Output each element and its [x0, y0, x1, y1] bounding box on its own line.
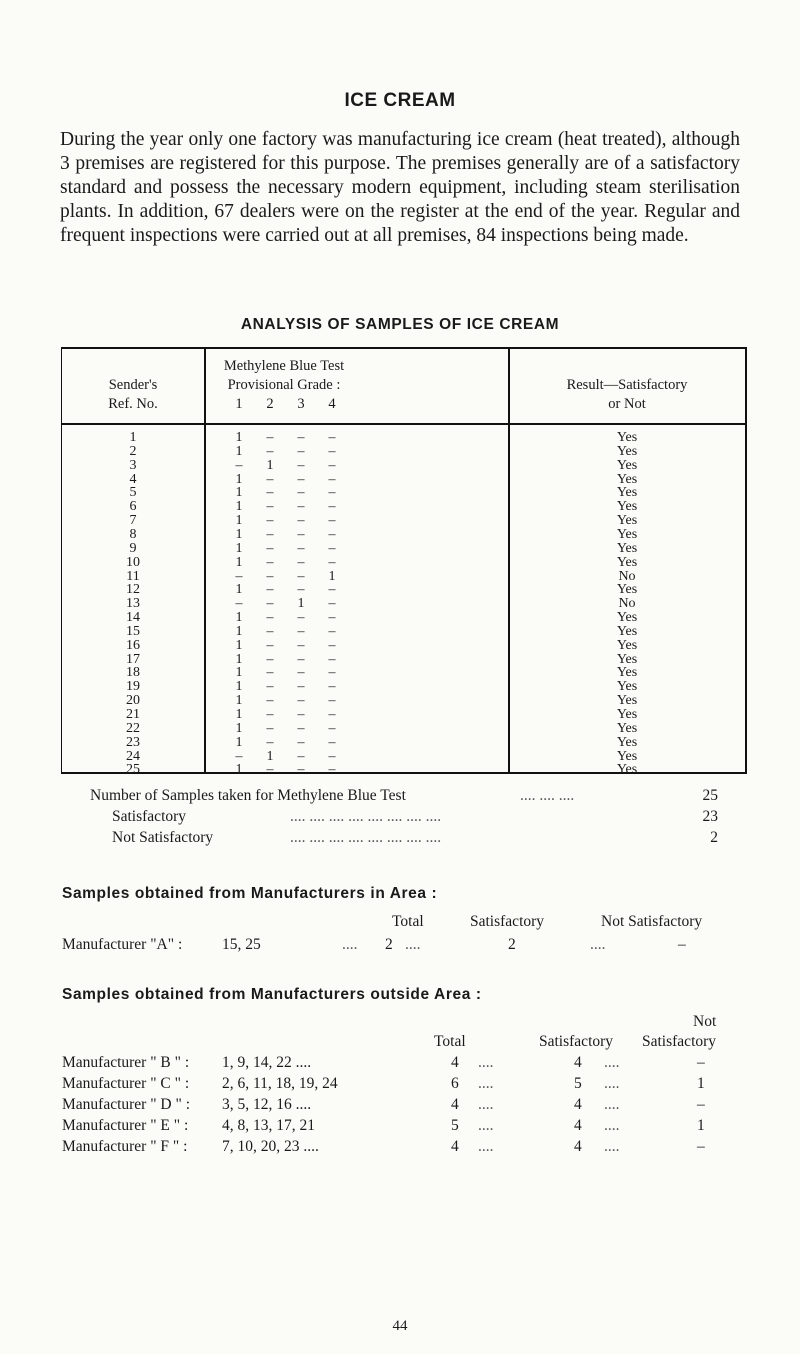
grade-cell-3: –: [297, 568, 305, 584]
grade-cell-1: 1: [235, 443, 243, 459]
header-divider: [62, 423, 745, 425]
summary-label: Number of Samples taken for Methylene Blue Test: [90, 787, 406, 804]
grade-cell-3: –: [297, 665, 305, 681]
grade-cell-3: –: [297, 637, 305, 653]
summary-value: 23: [702, 808, 718, 825]
grade-cell-4: –: [328, 596, 336, 612]
grade-cell-4: –: [328, 513, 336, 529]
header-ref: [62, 376, 204, 414]
result-cell: Yes: [616, 734, 638, 750]
grade-cell-1: 1: [235, 720, 243, 736]
col-total: Total: [434, 1033, 466, 1050]
result-cell: Yes: [616, 582, 638, 598]
grade-cell-4: –: [328, 665, 336, 681]
ref-cell: 4: [129, 471, 137, 487]
ref-cell: 17: [126, 651, 140, 667]
grade-cell-1: 1: [235, 513, 243, 529]
header-test-line1: Methylene Blue Test: [223, 358, 345, 374]
leader-dots: ....: [604, 1138, 620, 1155]
page-number: 44: [392, 1318, 408, 1334]
result-cell: Yes: [616, 457, 638, 473]
total-value: 4: [451, 1138, 459, 1155]
grade-cell-1: 1: [235, 485, 243, 501]
header-result-line1: Result—Satisfactory: [566, 377, 688, 393]
grade-cell-4: –: [328, 707, 336, 722]
grade-cell-2: –: [266, 471, 274, 487]
grade-cell-4: –: [328, 610, 336, 626]
header-grade-3: 3: [297, 396, 305, 412]
result-cell: Yes: [616, 526, 638, 542]
grade-cell-4: –: [328, 499, 336, 515]
ref-cell: 7: [129, 513, 137, 529]
summary-label: Not Satisfactory: [112, 829, 214, 846]
grade-cell-2: –: [266, 679, 274, 695]
ref-cell: 6: [129, 499, 137, 515]
grade-cell-2: –: [266, 637, 274, 653]
grade-cell-2: –: [266, 623, 274, 639]
leader-dots: ....: [478, 1075, 494, 1092]
satisfactory-value: 4: [574, 1138, 582, 1155]
leader-dots: ....: [604, 1054, 620, 1071]
grade-cell-3: –: [297, 679, 305, 695]
sample-numbers: 15, 25: [222, 936, 261, 953]
ref-cell: 10: [126, 554, 140, 570]
total-value: 5: [451, 1117, 459, 1134]
grade-cell-4: –: [328, 762, 336, 778]
result-cell: No: [618, 596, 636, 612]
sample-numbers: 4, 8, 13, 17, 21: [222, 1117, 315, 1134]
grade-cell-4: –: [328, 430, 336, 445]
total-value: 4: [451, 1054, 459, 1071]
grade-cell-3: –: [297, 430, 305, 445]
satisfactory-value: 2: [508, 936, 516, 953]
not-satisfactory-value: 1: [697, 1075, 705, 1092]
grade-cell-3: –: [297, 513, 305, 529]
grade-cell-3: –: [297, 526, 305, 542]
result-cell: Yes: [616, 430, 638, 445]
result-cell: Yes: [616, 679, 638, 695]
grade-cell-1: 1: [235, 679, 243, 695]
sample-numbers: 7, 10, 20, 23 ....: [222, 1138, 319, 1155]
grade-cell-3: –: [297, 443, 305, 459]
not-satisfactory-value: –: [697, 1096, 705, 1113]
result-cell: No: [618, 568, 636, 584]
grade-cell-1: 1: [235, 665, 243, 681]
grade-cell-4: –: [328, 471, 336, 487]
grade-cell-1: 1: [235, 623, 243, 639]
grade-cell-1: 1: [235, 707, 243, 722]
grade-cell-2: –: [266, 513, 274, 529]
grade-cell-1: –: [235, 457, 243, 473]
header-grade-2: 2: [266, 396, 274, 412]
manufacturer-name: Manufacturer " C " :: [62, 1075, 190, 1092]
grade-cell-4: –: [328, 734, 336, 750]
leader-dots: .... .... .... .... .... .... .... ....: [290, 829, 442, 846]
satisfactory-value: 5: [574, 1075, 582, 1092]
grade-cell-1: –: [235, 748, 243, 764]
outside-area-columns: [0, 1012, 800, 1052]
grade-cell-4: –: [328, 679, 336, 695]
manufacturer-name: Manufacturer "A" :: [62, 936, 183, 953]
grade-cell-1: 1: [235, 540, 243, 556]
grade-cell-4: –: [328, 485, 336, 501]
not-satisfactory-value: 1: [697, 1117, 705, 1134]
col-satisfactory: Satisfactory: [539, 1033, 614, 1050]
grade-cell-2: –: [266, 526, 274, 542]
grade-cell-4: –: [328, 623, 336, 639]
grade-cell-2: –: [266, 693, 274, 709]
ref-cell: 9: [129, 540, 137, 556]
result-cell: Yes: [616, 540, 638, 556]
col-total: Total: [392, 913, 424, 930]
grade-cell-2: –: [266, 499, 274, 515]
satisfactory-value: 4: [574, 1054, 582, 1071]
result-cell: Yes: [616, 651, 638, 667]
header-test-line2: Provisional Grade :: [227, 377, 341, 393]
grade-cell-2: –: [266, 762, 274, 778]
grade-cell-3: –: [297, 734, 305, 750]
result-cell: Yes: [616, 485, 638, 501]
grade-cell-3: –: [297, 762, 305, 778]
intro-text: During the year only one factory was manufacturing ice cream (heat treated), although 3 premises are registered for this purpose. The premises generally are of a satisfactory standard and possess the necessary modern equipment, including steam sterilisation plants. In addition, 67 dealers were on the register at the end of the year. Regular and frequent inspections were carried out at all premises, 84 inspections being made.: [60, 129, 740, 246]
grade-cell-4: –: [328, 540, 336, 556]
grade-cell-3: –: [297, 707, 305, 722]
result-cell: Yes: [616, 707, 638, 722]
grade-cell-4: –: [328, 582, 336, 598]
grade-cell-3: –: [297, 610, 305, 626]
grade-cell-2: 1: [266, 748, 274, 764]
ref-cell: 2: [129, 443, 137, 459]
page-title: ICE CREAM: [344, 90, 456, 111]
ref-cell: 21: [126, 707, 140, 722]
leader-dots: ....: [478, 1096, 494, 1113]
grade-cell-1: 1: [235, 693, 243, 709]
grade-cell-3: –: [297, 554, 305, 570]
grade-cell-4: –: [328, 651, 336, 667]
leader-dots: ....: [478, 1117, 494, 1134]
header-ref-line2: Ref. No.: [108, 396, 158, 412]
analysis-heading: ANALYSIS OF SAMPLES OF ICE CREAM: [240, 316, 560, 333]
grade-cell-1: –: [235, 596, 243, 612]
ref-cell: 20: [126, 693, 140, 709]
grade-cell-2: –: [266, 651, 274, 667]
total-value: 4: [451, 1096, 459, 1113]
result-cell: Yes: [616, 720, 638, 736]
grade-cell-4: –: [328, 637, 336, 653]
samples-table: [61, 347, 747, 778]
ref-cell: 18: [126, 665, 140, 681]
grade-cell-3: –: [297, 748, 305, 764]
total-value: 2: [385, 936, 393, 953]
grade-cell-2: 1: [266, 457, 274, 473]
grade-cell-2: –: [266, 568, 274, 584]
grade-cell-3: –: [297, 582, 305, 598]
grade-cell-3: –: [297, 623, 305, 639]
not-satisfactory-value: –: [697, 1054, 705, 1071]
grade-cell-1: 1: [235, 651, 243, 667]
grade-cell-3: –: [297, 720, 305, 736]
sample-numbers: 3, 5, 12, 16 ....: [222, 1096, 312, 1113]
grade-cell-4: –: [328, 457, 336, 473]
grade-cell-1: 1: [235, 471, 243, 487]
result-cell: Yes: [616, 748, 638, 764]
col-satisfactory: Satisfactory: [470, 913, 545, 930]
grade-cell-2: –: [266, 540, 274, 556]
satisfactory-value: 4: [574, 1096, 582, 1113]
header-grade-4: 4: [328, 396, 336, 412]
leader-dots: ....: [604, 1117, 620, 1134]
grade-cell-1: 1: [235, 582, 243, 598]
leader-dots: ....: [405, 936, 421, 953]
header-result-line2: or Not: [608, 396, 646, 412]
result-cell: Yes: [616, 762, 638, 778]
col-not-line1: Not: [693, 1013, 717, 1030]
result-cell: Yes: [616, 471, 638, 487]
leader-dots: ....: [604, 1075, 620, 1092]
leader-dots: ....: [590, 936, 606, 953]
grade-cell-4: –: [328, 693, 336, 709]
result-cell: Yes: [616, 554, 638, 570]
result-cell: Yes: [616, 665, 638, 681]
manufacturer-row: [0, 1053, 800, 1073]
grade-cell-3: –: [297, 651, 305, 667]
leader-dots: ....: [342, 936, 358, 953]
manufacturer-row: [0, 1095, 800, 1115]
result-cell: Yes: [616, 693, 638, 709]
header-grade-1: 1: [235, 396, 243, 412]
header-result: [508, 376, 746, 414]
grade-cell-1: 1: [235, 610, 243, 626]
manufacturer-name: Manufacturer " B " :: [62, 1054, 190, 1071]
manufacturer-row: [0, 1116, 800, 1136]
grade-cell-2: –: [266, 582, 274, 598]
result-cell: Yes: [616, 443, 638, 459]
grade-cell-4: –: [328, 443, 336, 459]
result-cell: Yes: [616, 513, 638, 529]
ref-cell: 14: [126, 610, 140, 626]
grade-cell-3: –: [297, 499, 305, 515]
ref-cell: 15: [126, 623, 140, 639]
satisfactory-value: 4: [574, 1117, 582, 1134]
grade-cell-4: 1: [328, 568, 336, 584]
header-ref-line1: Sender's: [108, 377, 158, 393]
grade-cell-1: 1: [235, 734, 243, 750]
manufacturer-row: [0, 1074, 800, 1094]
outside-area-heading: Samples obtained from Manufacturers outside Area :: [62, 986, 482, 1003]
ref-cell: 25: [126, 762, 140, 778]
grade-cell-1: 1: [235, 554, 243, 570]
grade-cell-4: –: [328, 526, 336, 542]
grade-cell-2: –: [266, 554, 274, 570]
summary-label: Satisfactory: [112, 808, 187, 825]
result-cell: Yes: [616, 637, 638, 653]
sample-numbers: 2, 6, 11, 18, 19, 24: [222, 1075, 338, 1092]
grade-cell-1: 1: [235, 637, 243, 653]
grade-cell-2: –: [266, 596, 274, 612]
grade-cell-3: –: [297, 457, 305, 473]
ref-cell: 13: [126, 596, 140, 612]
not-satisfactory-value: –: [678, 936, 686, 953]
sample-numbers: 1, 9, 14, 22 ....: [222, 1054, 312, 1071]
ref-cell: 19: [126, 679, 140, 695]
grade-cell-3: 1: [297, 596, 305, 612]
manufacturer-row: [0, 1137, 800, 1157]
result-cell: Yes: [616, 623, 638, 639]
manufacturer-name: Manufacturer " F " :: [62, 1138, 188, 1155]
grade-cell-2: –: [266, 443, 274, 459]
leader-dots: .... .... ....: [520, 787, 575, 804]
intro-paragraph: [60, 128, 740, 248]
ref-cell: 3: [129, 457, 137, 473]
grade-cell-2: –: [266, 485, 274, 501]
col-not-line2: Satisfactory: [642, 1033, 717, 1050]
grade-cell-2: –: [266, 734, 274, 750]
grade-cell-2: –: [266, 707, 274, 722]
grade-cell-1: 1: [235, 762, 243, 778]
manufacturer-name: Manufacturer " E " :: [62, 1117, 189, 1134]
leader-dots: ....: [478, 1138, 494, 1155]
grade-cell-2: –: [266, 720, 274, 736]
grade-cell-3: –: [297, 693, 305, 709]
ref-cell: 23: [126, 734, 140, 750]
ref-cell: 11: [126, 568, 140, 584]
summary-value: 2: [710, 829, 718, 846]
ref-cell: 5: [129, 485, 137, 501]
table-row: [62, 761, 745, 780]
result-cell: Yes: [616, 499, 638, 515]
grade-cell-2: –: [266, 430, 274, 445]
grade-cell-4: –: [328, 720, 336, 736]
grade-cell-1: 1: [235, 526, 243, 542]
grade-cell-1: 1: [235, 430, 243, 445]
grade-cell-3: –: [297, 485, 305, 501]
summary-value: 25: [702, 787, 718, 804]
grade-cell-4: –: [328, 554, 336, 570]
grade-cell-2: –: [266, 665, 274, 681]
in-area-heading: Samples obtained from Manufacturers in Area :: [62, 885, 438, 902]
leader-dots: .... .... .... .... .... .... .... ....: [290, 808, 442, 825]
in-area-columns: [0, 912, 800, 932]
leader-dots: ....: [478, 1054, 494, 1071]
ref-cell: 22: [126, 720, 140, 736]
ref-cell: 24: [126, 748, 140, 764]
leader-dots: ....: [604, 1096, 620, 1113]
header-test: [204, 357, 364, 414]
grade-cell-3: –: [297, 540, 305, 556]
ref-cell: 16: [126, 637, 140, 653]
result-cell: Yes: [616, 610, 638, 626]
not-satisfactory-value: –: [697, 1138, 705, 1155]
grade-cell-2: –: [266, 610, 274, 626]
manufacturer-row: [0, 935, 800, 955]
manufacturer-name: Manufacturer " D " :: [62, 1096, 190, 1113]
grade-cell-1: 1: [235, 499, 243, 515]
grade-cell-4: –: [328, 748, 336, 764]
ref-cell: 12: [126, 582, 140, 598]
total-value: 6: [451, 1075, 459, 1092]
grade-cell-1: –: [235, 568, 243, 584]
grade-cell-3: –: [297, 471, 305, 487]
header-grades: [204, 395, 364, 414]
ref-cell: 1: [129, 430, 137, 445]
summary-counts: [90, 786, 750, 850]
ref-cell: 8: [129, 526, 137, 542]
col-not-satisfactory: Not Satisfactory: [601, 913, 703, 930]
